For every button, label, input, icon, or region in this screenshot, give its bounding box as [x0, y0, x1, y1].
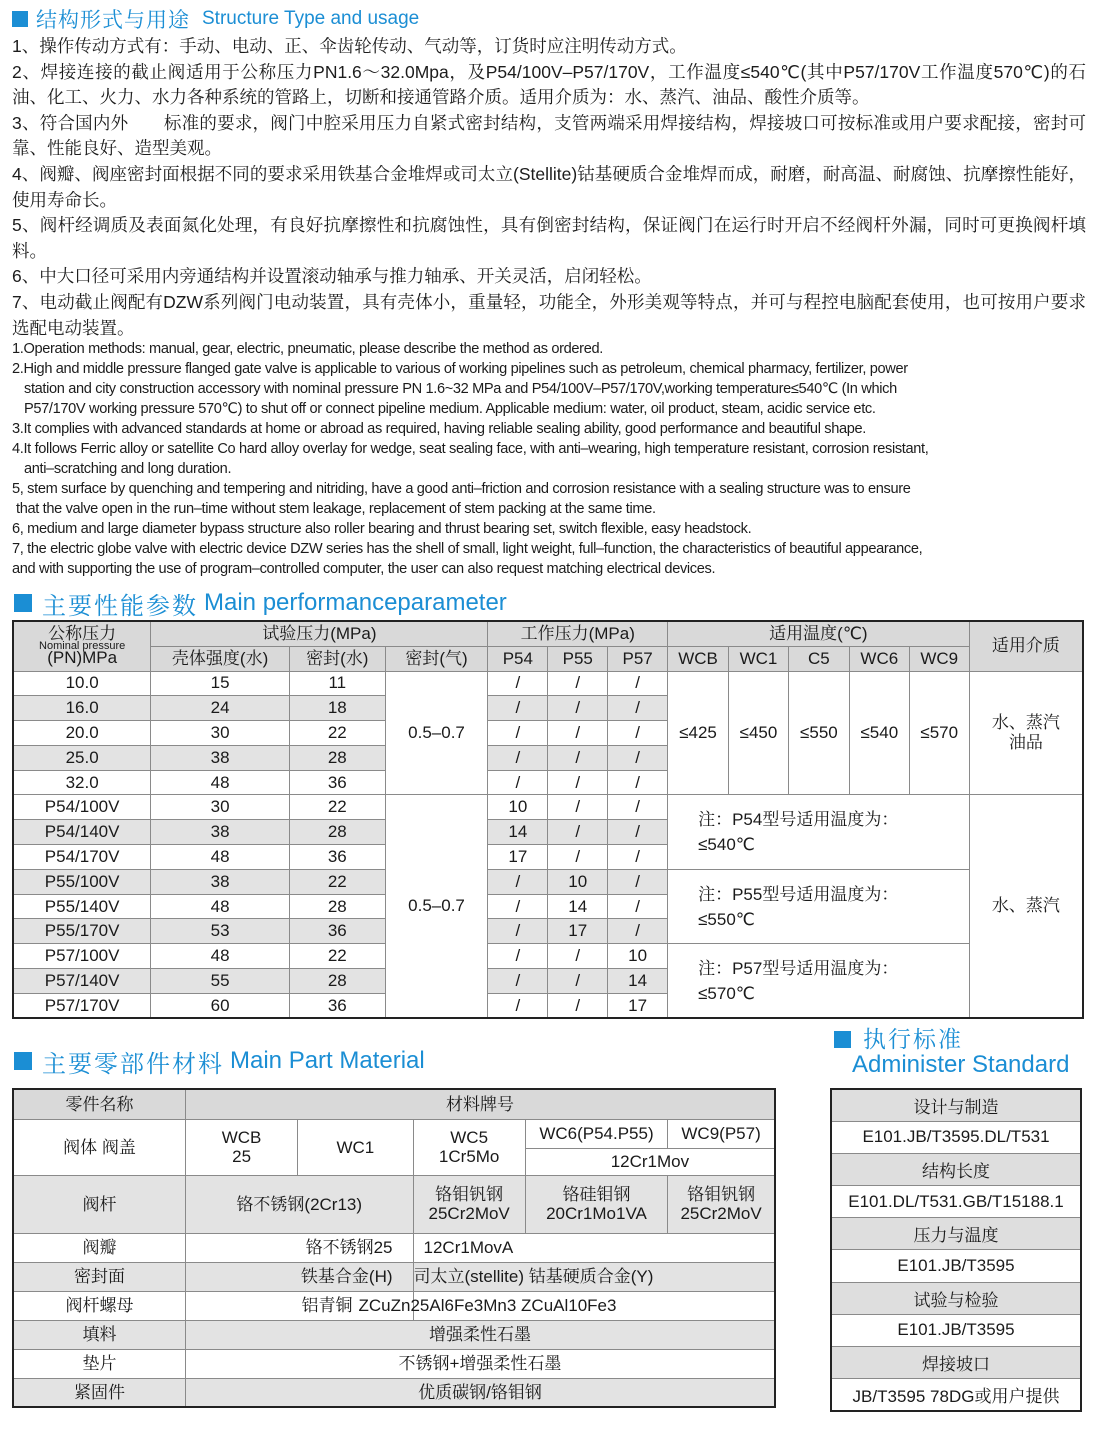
header-p54: P54	[488, 646, 548, 671]
note-line: 注：P55型号适用温度为：	[698, 884, 899, 904]
en-paragraph-line: 4.It follows Ferric alloy or satellite Co hard alloy overlay for wedge, seat sealing face, with anti–wearing, high temperature resistant, corrosion resistant,	[12, 441, 929, 457]
cell-nominal-pressure: P57/140V	[13, 969, 151, 994]
en-paragraph-line: station and city construction accessory with nominal pressure PN 1.6~32 MPa and P54/100V–P57/170V,working temperature≤540℃ (In which	[24, 381, 897, 397]
cell-temp-wcb: ≤425	[668, 671, 729, 795]
cell-seal-water: 18	[289, 696, 385, 721]
zh-paragraph: 2、焊接连接的截止阀适用于公称压力PN1.6～32.0Mpa，及P54/100V–P57/170V，工作温度≤540℃(其中P57/170V工作温度570℃)的石油、化工、火力、水力各种系统的管路上，切断和接通管路介质。适用介质为：水、蒸汽、油品、酸性介质等。	[12, 61, 1086, 108]
en-paragraph-line: 6, medium and large diameter bypass structure also roller bearing and thrust bearing set, switch flexible, easy headstock.	[12, 521, 752, 537]
standard-heading-row	[831, 1282, 1081, 1314]
cell-p54: /	[488, 696, 548, 721]
cell-p57: /	[608, 745, 668, 770]
material-text: ZCuZn25Al6Fe3Mn3 ZCuAl10Fe3	[358, 1296, 617, 1315]
cell-seal-water: 28	[289, 969, 385, 994]
cell-p57: /	[608, 845, 668, 870]
header-seal-air: 密封(气)	[385, 646, 488, 671]
header-material: 材料牌号	[185, 1089, 775, 1119]
material-text: 铬钼钒钢	[687, 1185, 756, 1204]
cell-seal-water: 22	[289, 721, 385, 746]
cell-nominal-pressure: P54/100V	[13, 795, 151, 820]
structure-description-zh	[12, 34, 1086, 341]
structure-title-en: Structure Type and usage	[202, 8, 420, 29]
administer-standard-table	[830, 1088, 1082, 1412]
cell-p54: 17	[488, 845, 548, 870]
header-medium: 适用介质	[969, 621, 1083, 671]
cell-p54: /	[488, 869, 548, 894]
cell-p55: /	[548, 845, 608, 870]
cell-shell-strength: 53	[151, 919, 290, 944]
cell-nominal-pressure: P55/170V	[13, 919, 151, 944]
cell-p57: /	[608, 894, 668, 919]
cell-p57: 14	[608, 969, 668, 994]
standard-section-title	[834, 1026, 1069, 1078]
cell-shell-strength: 24	[151, 696, 290, 721]
cell-shell-strength: 55	[151, 969, 290, 994]
performance-section-title	[14, 588, 507, 618]
header-nominal-unit: (PN)MPa	[47, 648, 118, 668]
cell-seal-water: 22	[289, 869, 385, 894]
cell-p57: 17	[608, 993, 668, 1018]
cell-p55: 14	[548, 894, 608, 919]
cell-shell-strength: 48	[151, 845, 290, 870]
cell-shell-strength: 60	[151, 993, 290, 1018]
standard-value: E101.DL/T531.GB/T15188.1	[831, 1186, 1081, 1218]
temperature-note	[668, 944, 970, 1018]
material-wc6-wc9: 12Cr1Mov	[525, 1148, 775, 1175]
cell-p57: /	[608, 869, 668, 894]
cell-nominal-pressure: P57/170V	[13, 993, 151, 1018]
material-text: 铬钼钒钢	[435, 1185, 504, 1204]
material-value: 增强柔性石墨	[185, 1320, 775, 1349]
material-value: 司太立(stellite) 钴基硬质合金(Y)	[413, 1262, 775, 1291]
standard-value: JB/T3595 78DG或用户提供	[831, 1379, 1081, 1411]
note-line: ≤570℃	[698, 983, 755, 1003]
cell-p57: /	[608, 919, 668, 944]
header-p55: P55	[548, 646, 608, 671]
part-name: 阀杆螺母	[13, 1291, 185, 1320]
performance-row	[13, 795, 1083, 820]
cell-p55: /	[548, 745, 608, 770]
cell-nominal-pressure: 16.0	[13, 696, 151, 721]
parts-section-title	[14, 1046, 425, 1076]
cell-shell-strength: 48	[151, 770, 290, 795]
cell-nominal-pressure: P54/170V	[13, 845, 151, 870]
cell-p54: /	[488, 770, 548, 795]
zh-paragraph: 6、中大口径可采用内旁通结构并设置滚动轴承与推力轴承、开关灵活，启闭轻松。	[12, 266, 652, 287]
standard-value: E101.JB/T3595	[831, 1250, 1081, 1282]
standard-title-zh: 执行标准	[863, 1026, 963, 1052]
material-wc1: WC1	[298, 1119, 413, 1175]
header-nominal-zh: 公称压力	[48, 624, 117, 644]
cell-seal-air: 0.5–0.7	[385, 795, 488, 1018]
standard-heading-row	[831, 1153, 1081, 1185]
cell-seal-water: 36	[289, 770, 385, 795]
cell-p57: /	[608, 770, 668, 795]
standard-heading: 压力与温度	[831, 1218, 1081, 1250]
cell-p54: /	[488, 993, 548, 1018]
header-shell-strength: 壳体强度(水)	[151, 646, 290, 671]
header-nominal-pressure	[13, 621, 151, 671]
standard-value-row	[831, 1250, 1081, 1282]
material-value	[358, 1291, 775, 1320]
parts-material-table	[12, 1088, 776, 1408]
standard-value-row	[831, 1121, 1081, 1153]
part-name: 垫片	[13, 1349, 185, 1378]
header-wc1: WC1	[729, 646, 789, 671]
material-text: 20Cr1Mo1VA	[546, 1204, 647, 1223]
material-text: 25	[232, 1147, 252, 1166]
cell-p55: /	[548, 820, 608, 845]
material-text: 25Cr2MoV	[428, 1204, 510, 1223]
cell-nominal-pressure: P57/100V	[13, 944, 151, 969]
blue-square-icon	[14, 594, 32, 612]
header-temperature: 适用温度(℃)	[668, 621, 970, 646]
material-text: WCB	[221, 1128, 262, 1147]
cell-seal-water: 22	[289, 795, 385, 820]
material-text: 1Cr5Mo	[438, 1147, 500, 1166]
en-paragraph-line: 1.Operation methods: manual, gear, electric, pneumatic, please describe the method as ordered.	[12, 341, 603, 357]
material-value: 铬不锈钢25	[185, 1233, 413, 1262]
material-stem-3	[525, 1175, 667, 1233]
cell-p54: /	[488, 944, 548, 969]
cell-seal-water: 36	[289, 993, 385, 1018]
material-wc9: WC9(P57)	[668, 1119, 775, 1148]
cell-p54: 14	[488, 820, 548, 845]
cell-temp-wc6: ≤540	[849, 671, 909, 795]
cell-p55: 17	[548, 919, 608, 944]
header-seal-water: 密封(水)	[289, 646, 385, 671]
parts-title-en: Main Part Material	[230, 1047, 425, 1074]
standard-value-row	[831, 1186, 1081, 1218]
material-text: 25Cr2MoV	[680, 1204, 762, 1223]
cell-p54: 10	[488, 795, 548, 820]
note-line: 注：P54型号适用温度为：	[698, 810, 899, 830]
cell-p55: /	[548, 696, 608, 721]
cell-p54: /	[488, 721, 548, 746]
note-line: 注：P57型号适用温度为：	[698, 958, 899, 978]
structure-title-zh: 结构形式与用途	[36, 9, 190, 32]
cell-p57: /	[608, 795, 668, 820]
cell-nominal-pressure: 25.0	[13, 745, 151, 770]
material-stem-4	[668, 1175, 775, 1233]
header-p57: P57	[608, 646, 668, 671]
performance-row	[13, 944, 1083, 969]
cell-shell-strength: 15	[151, 671, 290, 696]
performance-title-en: Main performanceparameter	[204, 589, 507, 616]
cell-p57: /	[608, 721, 668, 746]
cell-p55: /	[548, 721, 608, 746]
part-name: 密封面	[13, 1262, 185, 1291]
blue-square-icon	[12, 11, 28, 27]
performance-table	[12, 620, 1084, 1019]
cell-shell-strength: 48	[151, 944, 290, 969]
header-c5: C5	[788, 646, 849, 671]
cell-shell-strength: 30	[151, 795, 290, 820]
header-working-pressure: 工作压力(MPa)	[488, 621, 668, 646]
cell-shell-strength: 30	[151, 721, 290, 746]
cell-p54: /	[488, 671, 548, 696]
zh-paragraph: 4、阀瓣、阀座密封面根据不同的要求采用铁基合金堆焊或司太立(Stellite)钴基硬质合金堆焊而成，耐磨，耐高温、耐腐蚀、抗摩擦性能好，使用寿命长。	[12, 163, 1086, 210]
cell-p55: 10	[548, 869, 608, 894]
blue-square-icon	[834, 1031, 851, 1048]
cell-temp-wc9: ≤570	[909, 671, 969, 795]
en-paragraph-line: 2.High and middle pressure flanged gate valve is applicable to various of working pipelines such as petroleum, chemical pharmacy, fertilizer, power	[12, 361, 908, 377]
standard-value-row	[831, 1379, 1081, 1411]
cell-shell-strength: 38	[151, 745, 290, 770]
cell-seal-water: 11	[289, 671, 385, 696]
cell-shell-strength: 38	[151, 820, 290, 845]
cell-p54: /	[488, 969, 548, 994]
material-value: 铝青铜	[185, 1291, 413, 1320]
cell-p55: /	[548, 944, 608, 969]
cell-nominal-pressure: P55/100V	[13, 869, 151, 894]
material-wc6: WC6(P54.P55)	[525, 1119, 667, 1148]
structure-description-en	[12, 339, 1088, 579]
material-wc5	[413, 1119, 525, 1175]
en-paragraph-line: that the valve open in the run–time without stem leakage, replacement of stem packing at the same time.	[16, 501, 656, 517]
part-name: 阀瓣	[13, 1233, 185, 1262]
cell-nominal-pressure: 20.0	[13, 721, 151, 746]
cell-seal-water: 22	[289, 944, 385, 969]
cell-p55: /	[548, 795, 608, 820]
standard-heading-row	[831, 1218, 1081, 1250]
zh-paragraph: 5、阀杆经调质及表面氮化处理，有良好抗摩擦性和抗腐蚀性，具有倒密封结构，保证阀门在运行时开启不经阀杆外漏，同时可更换阀杆填料。	[12, 215, 1086, 261]
cell-p57: 10	[608, 944, 668, 969]
note-line: ≤540℃	[698, 835, 755, 855]
standard-heading-row	[831, 1347, 1081, 1379]
standard-value: E101.JB/T3595.DL/T531	[831, 1121, 1081, 1153]
standard-heading: 设计与制造	[831, 1089, 1081, 1121]
cell-p55: /	[548, 671, 608, 696]
performance-title-zh: 主要性能参数	[42, 592, 198, 620]
cell-shell-strength: 48	[151, 894, 290, 919]
material-stem-1: 铬不锈钢(2Cr13)	[185, 1175, 413, 1233]
standard-title-en: Administer Standard	[852, 1051, 1070, 1078]
header-part-name: 零件名称	[13, 1089, 185, 1119]
cell-p54: /	[488, 919, 548, 944]
blue-square-icon	[14, 1052, 32, 1070]
part-name-body: 阀体 阀盖	[13, 1119, 185, 1175]
cell-p57: /	[608, 820, 668, 845]
standard-value: E101.JB/T3595	[831, 1314, 1081, 1346]
temperature-note	[668, 869, 970, 943]
header-nominal-en: Nominal pressure	[39, 640, 126, 653]
cell-p54: /	[488, 894, 548, 919]
cell-p55: /	[548, 993, 608, 1018]
performance-row	[13, 869, 1083, 894]
note-line: ≤550℃	[698, 909, 755, 929]
cell-seal-air: 0.5–0.7	[385, 671, 488, 795]
part-name: 填料	[13, 1320, 185, 1349]
standard-heading-row	[831, 1089, 1081, 1121]
temperature-note	[668, 795, 970, 869]
material-stem-2	[413, 1175, 525, 1233]
cell-nominal-pressure: P54/140V	[13, 820, 151, 845]
cell-seal-water: 28	[289, 820, 385, 845]
cell-medium	[969, 671, 1083, 795]
header-wc9: WC9	[909, 646, 969, 671]
standard-heading: 试验与检验	[831, 1282, 1081, 1314]
en-paragraph-line: anti–scratching and long duration.	[24, 461, 232, 477]
cell-nominal-pressure: 32.0	[13, 770, 151, 795]
cell-nominal-pressure: P55/140V	[13, 894, 151, 919]
part-name: 紧固件	[13, 1378, 185, 1407]
en-paragraph-line: P57/170V working pressure 570℃) to shut off or connect pipeline medium. Applicable medium: water, oil product, steam, acidic service etc.	[24, 401, 876, 417]
cell-p57: /	[608, 696, 668, 721]
cell-seal-water: 28	[289, 894, 385, 919]
material-value: 不锈钢+增强柔性石墨	[185, 1349, 775, 1378]
cell-p55: /	[548, 770, 608, 795]
standard-heading: 结构长度	[831, 1153, 1081, 1185]
cell-p57: /	[608, 671, 668, 696]
cell-temp-wc1: ≤450	[729, 671, 789, 795]
material-value: 优质碳钢/铬钼钢	[185, 1378, 775, 1407]
en-paragraph-line: and with supporting the use of program–controlled computer, the user can also request matching electrical devices.	[12, 561, 716, 577]
cell-p55: /	[548, 969, 608, 994]
cell-medium: 水、蒸汽	[969, 795, 1083, 1018]
part-name-stem: 阀杆	[13, 1175, 185, 1233]
material-value: 12Cr1MovA	[413, 1233, 775, 1262]
parts-title-zh: 主要零部件材料	[42, 1050, 224, 1078]
en-paragraph-line: 3.It complies with advanced standards at home or abroad as required, having reliable sealing ability, good performance and beautiful shape.	[12, 421, 867, 437]
standard-heading: 焊接坡口	[831, 1347, 1081, 1379]
header-wcb: WCB	[668, 646, 729, 671]
cell-seal-water: 28	[289, 745, 385, 770]
medium-text: 油品	[1008, 732, 1043, 752]
zh-paragraph: 1、操作传动方式有：手动、电动、正、伞齿轮传动、气动等，订货时应注明传动方式。	[12, 36, 687, 56]
header-test-pressure: 试验压力(MPa)	[151, 621, 488, 646]
zh-paragraph: 3、符合国内外 标准的要求，阀门中腔采用压力自紧式密封结构，支管两端采用焊接结构，焊接坡口可按标准或用户要求配接，密封可靠、性能良好、造型美观。	[12, 112, 1086, 159]
cell-p54: /	[488, 745, 548, 770]
standard-value-row	[831, 1314, 1081, 1346]
medium-text: 水、蒸汽	[991, 712, 1060, 732]
cell-seal-water: 36	[289, 919, 385, 944]
material-text: WC5	[450, 1128, 489, 1147]
material-value: 铁基合金(H)	[185, 1262, 413, 1291]
en-paragraph-line: 7, the electric globe valve with electric device DZW series has the shell of small, light weight, full–function, the characteristics of beautiful appearance,	[12, 541, 923, 557]
header-wc6: WC6	[849, 646, 909, 671]
cell-temp-c5: ≤550	[788, 671, 849, 795]
cell-seal-water: 36	[289, 845, 385, 870]
cell-shell-strength: 38	[151, 869, 290, 894]
cell-nominal-pressure: 10.0	[13, 671, 151, 696]
material-text: 铬硅钼钢	[562, 1185, 631, 1204]
material-wcb	[185, 1119, 297, 1175]
structure-section-title	[12, 5, 419, 33]
zh-paragraph: 7、电动截止阀配有DZW系列阀门电动装置，具有壳体小，重量轻，功能全，外形美观等特点，并可与程控电脑配套使用，也可按用户要求选配电动装置。	[12, 291, 1086, 338]
performance-row	[13, 671, 1083, 696]
en-paragraph-line: 5, stem surface by quenching and tempering and nitriding, have a good anti–friction and corrosion resistance with a sealing structure was to ensure	[12, 481, 911, 497]
